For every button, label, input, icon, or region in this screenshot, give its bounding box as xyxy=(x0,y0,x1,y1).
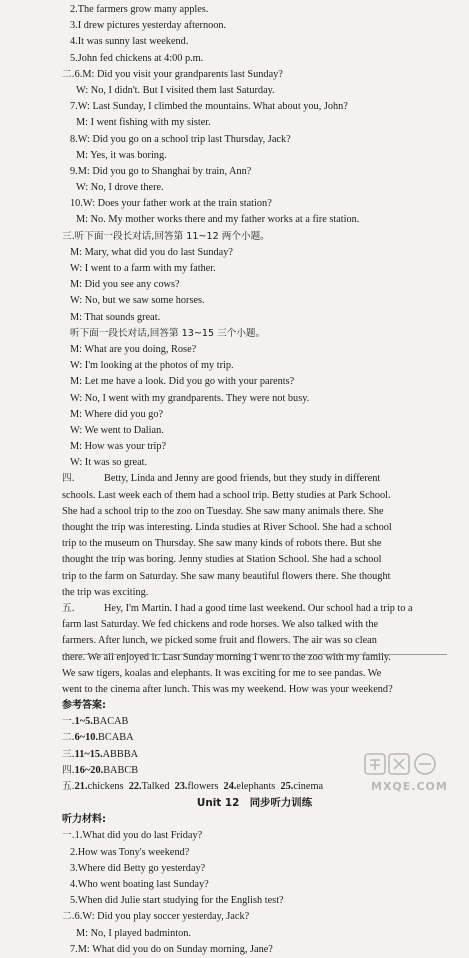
part5-passage xyxy=(62,601,447,698)
part2-line xyxy=(62,67,447,83)
material-line: 7.M: What did you do on Sunday morning, Jane? xyxy=(70,943,273,955)
material-line: 5.When did Julie start studying for the English test? xyxy=(70,895,284,907)
passage-line: went to the cinema after lunch. This was my weekend. How was your weekend? xyxy=(62,683,393,695)
material-line: 二.6.W: Did you play soccer yesterday, Jack? xyxy=(62,911,250,923)
passage-line: schools. Last week each of them had a school trip. Betty studies at Park School. xyxy=(62,489,391,501)
materials-part2 xyxy=(62,909,447,958)
dialog-line: M: What are you doing, Rose? xyxy=(70,343,197,355)
passage-line: farmers. After lunch, we picked some fruit and flowers. The air was so clean xyxy=(62,635,377,647)
part2-line: W: No, I didn't. But I visited them last Saturday. xyxy=(76,84,275,96)
dialog-line: M: Where did you go? xyxy=(70,408,164,420)
part2-line: 8.W: Did you go on a school trip last Thursday, Jack? xyxy=(70,133,291,145)
part2-label: 二. xyxy=(62,68,75,80)
passage-line: farm last Saturday. We fed chickens and rode horses. We also talked with the xyxy=(62,619,379,631)
part3-label: 三. xyxy=(62,230,75,242)
part4-label: 四. xyxy=(62,473,75,485)
passage-line: there. We all enjoyed it. Last Sunday morning I went to the zoo with my family. xyxy=(62,651,391,663)
answer-row: 二.6~10.BCABA xyxy=(62,732,134,744)
passage-line: We saw tigers, koalas and elephants. It was exciting for me to see pandas. We xyxy=(62,667,382,679)
material-line: 一.1.What did you do last Friday? xyxy=(62,830,203,842)
part2-text: 6.M: Did you visit your grandparents last Sunday? xyxy=(74,68,283,80)
dialog-line: W: No, but we saw some horses. xyxy=(70,295,205,307)
passage-line: She had a school trip to the zoo on Tuesday. She saw many animals there. She xyxy=(62,505,384,517)
materials-heading: 听力材料: xyxy=(62,814,106,826)
part2-line: 7.W: Last Sunday, I climbed the mountains. What about you, John? xyxy=(70,101,348,113)
passage-line: thought the trip was interesting. Linda studies at River School. She had a school xyxy=(62,522,392,533)
watermark-icon xyxy=(363,752,459,796)
material-line: M: No, I played badminton. xyxy=(76,927,191,939)
dialog-line: M: Mary, what did you do last Sunday? xyxy=(70,246,233,258)
answer-row: 四.16~20.BABCB xyxy=(62,764,139,776)
svg-text:MXQE.COM: MXQE.COM xyxy=(371,780,448,793)
part2-list xyxy=(62,67,447,229)
dialog-line: M: How was your trip? xyxy=(70,441,167,453)
part1-list xyxy=(62,2,447,67)
part3-intro-a: 三.听下面一段长对话,回答第 11~12 两个小题。 xyxy=(62,230,270,242)
answer-row: 一.1~5.BACAB xyxy=(62,716,129,728)
part5-label: 五. xyxy=(62,602,75,614)
unit-title: Unit 12 同步听力训练 xyxy=(196,797,313,810)
dialog-line: W: I went to a farm with my father. xyxy=(70,263,216,274)
passage-line: thought the trip was boring. Jenny studies at Station School. She had a school xyxy=(62,554,382,566)
answer-row-5: 五.21.chickens 22.Talked 23.flowers 24.elephants 25.cinema xyxy=(62,781,324,792)
part2-line: W: No, I drove there. xyxy=(76,182,164,194)
dialog-line: W: No, I went with my grandparents. They were not busy. xyxy=(70,392,310,404)
dialog-line: M: That sounds great. xyxy=(70,311,161,323)
passage-line: trip to the museum on Thursday. She saw many kinds of robots there. But she xyxy=(62,538,382,550)
part1-line: 2.The farmers grow many apples. xyxy=(70,4,209,15)
passage-line: trip to the farm on Saturday. She saw many beautiful flowers there. She thought xyxy=(62,570,391,582)
dialog-line: W: It was so great. xyxy=(70,457,148,469)
part4-passage xyxy=(62,471,447,601)
part3-intro-b: 听下面一段长对话,回答第 13~15 三个小题。 xyxy=(70,327,266,339)
passage-line: the trip was exciting. xyxy=(62,586,149,598)
materials-part1 xyxy=(62,828,447,909)
material-line: 3.Where did Betty go yesterday? xyxy=(70,862,206,874)
dialog-line: M: Let me have a look. Did you go with your parents? xyxy=(70,376,295,388)
part2-line: 9.M: Did you go to Shanghai by train, Ann? xyxy=(70,165,252,177)
part3-section xyxy=(62,229,447,472)
dialog-line: W: I'm looking at the photos of my trip. xyxy=(70,360,234,372)
part2-line: M: No. My mother works there and my father works at a fire station. xyxy=(76,214,360,226)
part2-line: 10.W: Does your father work at the train station? xyxy=(70,198,272,210)
dialog-line: M: Did you see any cows? xyxy=(70,279,180,291)
part1-line: 3.I drew pictures yesterday afternoon. xyxy=(70,20,227,32)
answer-row: 三.11~15.ABBBA xyxy=(62,748,139,760)
passage-line: Hey, I'm Martin. I had a good time last weekend. Our school had a trip to a xyxy=(104,602,413,614)
material-line: 4.Who went boating last Sunday? xyxy=(70,878,209,890)
part2-line: M: I went fishing with my sister. xyxy=(76,117,211,129)
unit-divider-top xyxy=(62,654,447,655)
part2-line: M: Yes, it was boring. xyxy=(76,149,167,161)
dialog-line: W: We went to Dalian. xyxy=(70,424,164,436)
watermark-logo xyxy=(363,752,459,796)
part1-line: 5.John fed chickens at 4:00 p.m. xyxy=(70,52,204,64)
answers-heading: 参考答案: xyxy=(62,700,106,712)
part1-line: 4.It was sunny last weekend. xyxy=(70,36,189,48)
passage-line: Betty, Linda and Jenny are good friends, but they study in different xyxy=(104,473,381,485)
material-line: 2.How was Tony's weekend? xyxy=(70,846,190,858)
